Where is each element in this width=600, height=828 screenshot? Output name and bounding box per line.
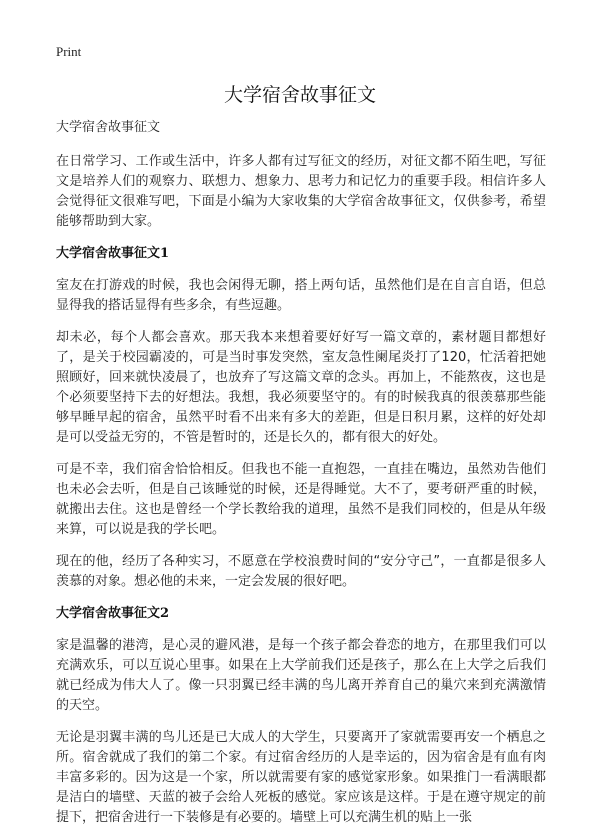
intro-paragraph: 在日常学习、工作或生活中，许多人都有过写征文的经历，对征文都不陌生吧，写征文是培养人们的观察力、联想力、想象力、思考力和记忆力的重要手段。相信许多人会觉得征文很难写吧，下面是小编为大家收集的大学宿舍故事征文，仅供参考，希望能够帮助到大家。 xyxy=(56,154,546,229)
article-subtitle: 大学宿舍故事征文 xyxy=(56,120,161,135)
section-1-paragraph-4: 现在的他，经历了各种实习，不愿意在学校浪费时间的“安分守己”，一直都是很多人羡慕的对象。想必他的未来，一定会发展的很好吧。 xyxy=(56,554,546,589)
section-heading-2: 大学宿舍故事征文2 xyxy=(56,606,170,621)
section-heading-1: 大学宿舍故事征文1 xyxy=(56,246,170,261)
section-1-paragraph-2: 却未必，每个人都会喜欢。那天我本来想着要好好写一篇文章的，素材题目都想好了，是关于校园霸凌的，可是当时事发突然，室友急性阑尾炎打了120，忙活着把她照顾好，回来就快凌晨了，也放弃了写这篇文章的念头。再加上，不能熬夜，这也是个必须要坚持下去的好想法。我想，我必须要坚守的。有的时候我真的很羡慕那些能够早睡早起的宿舍，虽然平时看不出来有多大的差距，但是日积月累，这样的好处却是可以受益无穷的，不管是暂时的，还是长久的，都有很大的好处。 xyxy=(56,330,546,445)
section-1-paragraph-3: 可是不幸，我们宿舍恰恰相反。但我也不能一直抱怨，一直挂在嘴边，虽然劝告他们也未必会去听，但是自己该睡觉的时候，还是得睡觉。大不了，要考研严重的时候，就搬出去住。这也是曾经一个学长教给我的道理，虽然不是我们同校的，但是从年级来算，可以说是我的学长吧。 xyxy=(56,462,546,537)
section-2-paragraph-1: 家是温馨的港湾，是心灵的避风港，是每一个孩子都会眷恋的地方，在那里我们可以充满欢乐，可以互说心里事。如果在上大学前我们还是孩子，那么在上大学之后我们就已经成为伟大人了。像一只羽翼已经丰满的鸟儿离开养育自己的巢穴来到充满激情的天空。 xyxy=(56,638,546,713)
article-body xyxy=(56,118,546,828)
print-link[interactable]: Print xyxy=(56,44,82,59)
page-title: 大学宿舍故事征文 xyxy=(223,84,376,106)
section-1-paragraph-1: 室友在打游戏的时候，我也会闲得无聊，搭上两句话，虽然他们是在自言自语，但总显得我的搭话显得有些多余，有些逗趣。 xyxy=(56,278,546,313)
section-2-paragraph-2: 无论是羽翼丰满的鸟儿还是已大成人的大学生，只要离开了家就需要再安一个栖息之所。宿舍就成了我们的第二个家。有过宿舍经历的人是幸运的，因为宿舍是有血有肉丰富多彩的。因为这是一个家，所以就需要有家的感觉家形象。如果推门一看满眼都是洁白的墙壁、天蓝的被子会给人死板的感觉。家应该是这样。于是在遵守规定的前提下，把宿舍进行一下装修是有必要的。墙壁上可以充满生机的贴上一张 xyxy=(56,730,546,825)
